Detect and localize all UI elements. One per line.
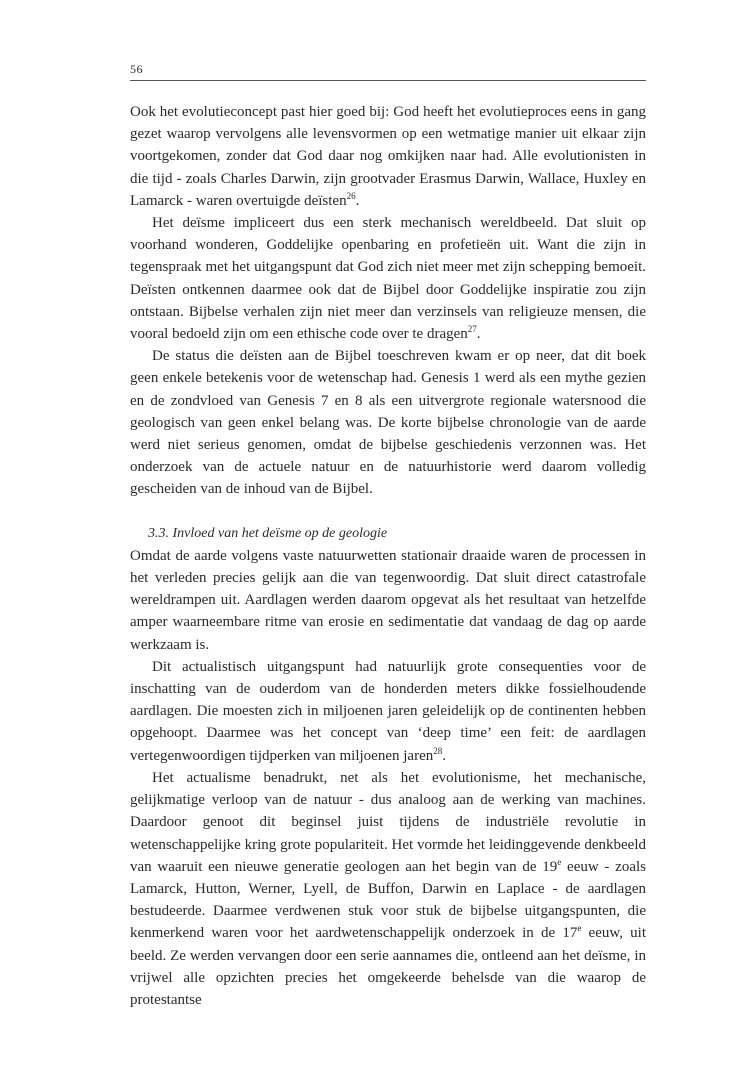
section-heading: 3.3. Invloed van het deïsme op de geologie [148, 525, 388, 541]
paragraph: Het actualisme benadrukt, net als het evolutionisme, het mechanische, gelijkmatige verloop van de natuur - dus analoog aan de werking van machines. Daardoor genoot dit beginsel juist tijdens de industriële revolutie in wetenschappelijke kring grote populariteit. Het vormde het leidinggevende denkbeeld van waaruit een nieuwe generatie geologen aan het begin van de 19e eeuw - zoals Lamarck, Hutton, Werner, Lyell, de Buffon, Darwin en Laplace - de aardlagen bestudeerde. Daarmee verdwenen stuk voor stuk de bijbelse uitgangspunten, die kenmerkend waren voor het aardwetenschappelijk onderzoek in de 17e eeuw, uit beeld. Ze werden vervangen door een serie aannames die, ontleend aan het deïsme, in vrijwel alle opzichten precies het omgekeerde behelsde van die waarop de protestantse [130, 769, 647, 1008]
page-number: 56 [130, 62, 143, 76]
superscript: e [577, 923, 582, 934]
paragraph [130, 345, 646, 500]
paragraph-text: Ook het evolutieconcept past hier goed bij: God heeft het evolutieproces eens in gang gezet waarop vervolgens alle levensvormen op een wetmatige manier uit elkaar zijn voortgekomen, zonder dat God daar nog omkijken naar had. Alle evolutionisten in die tijd - zoals Charles Darwin, zijn grootvader Erasmus Darwin, Wallace, Huxley en Lamarck - waren overtuigde deïsten [130, 104, 646, 209]
paragraph [130, 545, 646, 656]
paragraph-text: Omdat de aarde volgens vaste natuurwetten stationair draaide waren de processen in het verleden precies gelijk aan die van tegenwoordig. Dat sluit direct catastrofale wereldrampen uit. Aardlagen werden daarom opgevat als het resultaat van hetzelfde amper waarneembare ritme van erosie en sedimentatie dat vandaag de dag op aarde werkzaam is. [130, 547, 646, 653]
footnote-ref: 28 [433, 745, 443, 756]
page-body [130, 101, 646, 1011]
footnote-ref: 27 [467, 324, 477, 335]
paragraph-text: Het deïsme impliceert dus een sterk mechanisch wereldbeeld. Dat sluit op voorhand wonderen, Goddelijke openbaring en profetieën uit. Want die zijn in tegenspraak met het uitgangspunt dat God zich niet meer met zijn schepping bemoeit. Deïsten ontkennen daarmee ook dat de Bijbel door Goddelijke inspiratie zou zijn ontstaan. Bijbelse verhalen zijn niet meer dan verzinsels van religieuze mensen, die vooral bedoeld zijn om een ethische code over te dragen [130, 215, 646, 343]
paragraph: Dit actualistisch uitgangspunt had natuurlijk grote consequenties voor de inschatting van de ouderdom van de honderden meters dikke fossielhoudende aardlagen. Die moesten zich in miljoenen jaren geleidelijk op de continenten hebben opgehoopt. Daarmee was het concept van ‘deep time’ een feit: de aardlagen vertegenwoordigen tijdperken van miljoenen jaren$^{28}$. [130, 658, 646, 764]
paragraph: Ook het evolutieconcept past hier goed bij: God heeft het evolutieproces eens in gang gezet waarop vervolgens alle levensvormen op een wetmatige manier uit elkaar zijn voortgekomen, zonder dat God daar nog omkijken naar had. Alle evolutionisten in die tijd - zoals Charles Darwin, zijn grootvader Erasmus Darwin, Wallace, Huxley en Lamarck - waren overtuigde deïsten$^{26}$. [130, 104, 646, 209]
paragraph-text: Dit actualistisch uitgangspunt had natuurlijk grote consequenties voor de inschatting van de ouderdom van de honderden meters dikke fossielhoudende aardlagen. Die moesten zich in miljoenen jaren geleidelijk op de continenten hebben opgehoopt. Daarmee was het concept van ‘deep time’ een feit: de aardlagen vertegenwoordigen tijdperken van miljoenen jaren [130, 658, 646, 764]
paragraph-text: De status die deïsten aan de Bijbel toeschreven kwam er op neer, dat dit boek geen enkele betekenis voor de wetenschap had. Genesis 1 werd als een mythe gezien en de zondvloed van Genesis 7 en 8 als een uitvergrote regionale watersnood die geologisch van geen enkel belang was. De korte bijbelse chronologie van de aarde werd niet serieus genomen, omdat de bijbelse geschiedenis verzonnen was. Het onderzoek van de actuele natuur en de natuurhistorie werd daarom volledig gescheiden van de inhoud van de Bijbel. [130, 348, 646, 498]
header-rule [130, 80, 646, 81]
superscript: e [557, 856, 562, 867]
paragraph: Het deïsme impliceert dus een sterk mechanisch wereldbeeld. Dat sluit op voorhand wonderen, Goddelijke openbaring en profetieën uit. Want die zijn in tegenspraak met het uitgangspunt dat God zich niet meer met zijn schepping bemoeit. Deïsten ontkennen daarmee ook dat de Bijbel door Goddelijke inspiratie zou zijn ontstaan. Bijbelse verhalen zijn niet meer dan verzinsels van religieuze mensen, die vooral bedoeld zijn om een ethische code over te dragen$^{27}$. [130, 215, 646, 343]
footnote-ref: 26 [346, 190, 356, 201]
